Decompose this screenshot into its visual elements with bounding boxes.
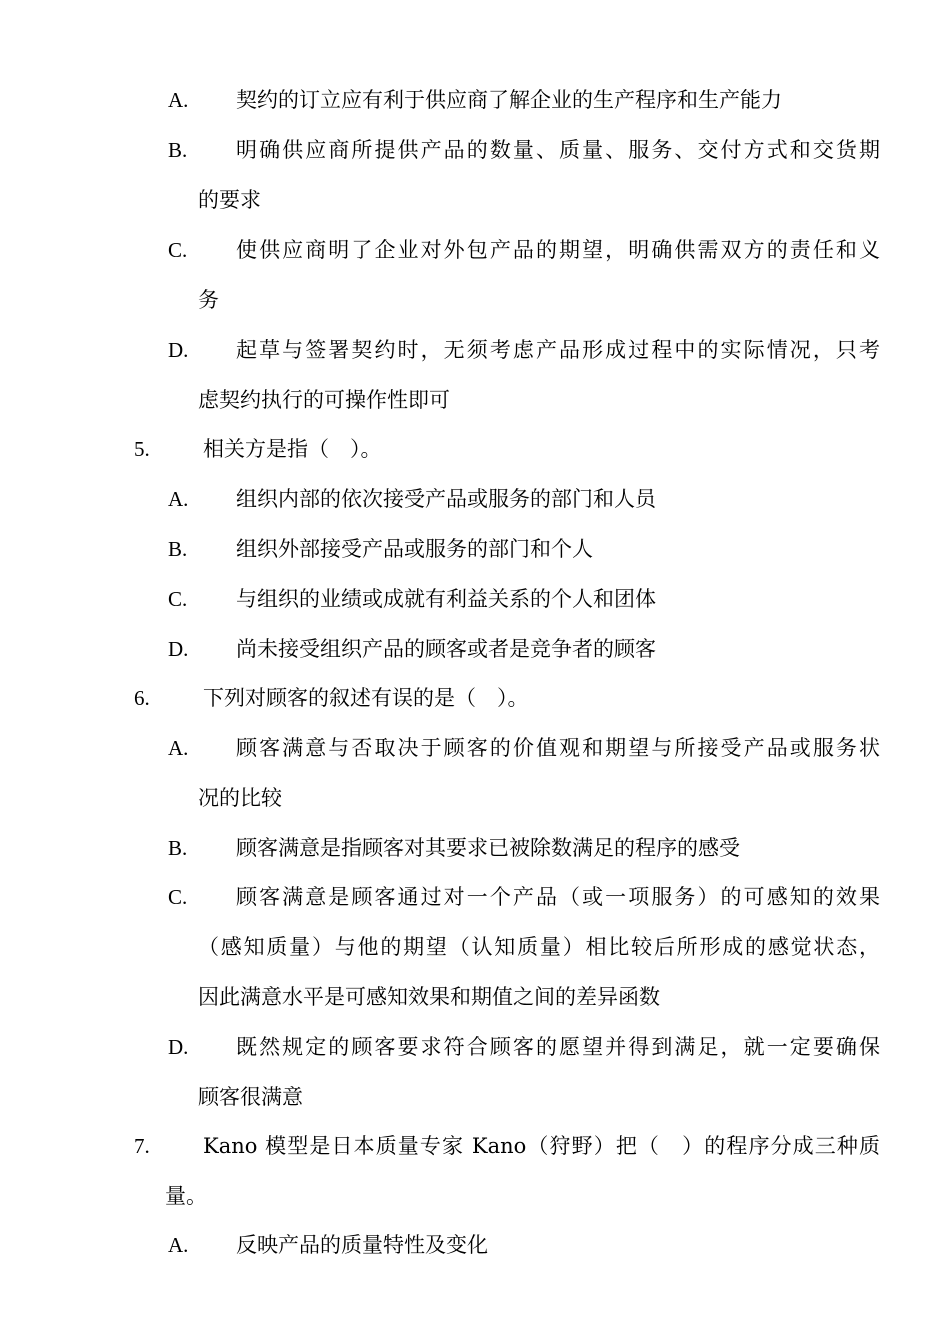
option-letter: B. bbox=[168, 836, 188, 860]
option-text: 明确供应商所提供产品的数量、质量、服务、交付方式和交货期 bbox=[236, 138, 880, 162]
option-text: 尚未接受组织产品的顾客或者是竞争者的顾客 bbox=[236, 637, 656, 661]
option-text-continued: 顾客很满意 bbox=[198, 1085, 303, 1109]
option-text-continued: （感知质量）与他的期望（认知质量）相比较后所形成的感觉状态， bbox=[198, 935, 880, 959]
option-letter: D. bbox=[168, 1035, 189, 1059]
option-letter: C. bbox=[168, 238, 188, 262]
option-letter: D. bbox=[168, 637, 189, 661]
option-text: 既然规定的顾客要求符合顾客的愿望并得到满足，就一定要确保 bbox=[236, 1035, 880, 1059]
question-stem: Kano 模型是日本质量专家 Kano（狩野）把（ ）的程序分成三种质 bbox=[203, 1134, 880, 1158]
option-letter: C. bbox=[168, 885, 188, 909]
option-letter: A. bbox=[168, 88, 189, 112]
question-stem-continued: 量。 bbox=[165, 1184, 207, 1208]
option-text-continued: 虑契约执行的可操作性即可 bbox=[198, 388, 450, 412]
option-letter: B. bbox=[168, 537, 188, 561]
option-letter: D. bbox=[168, 338, 189, 362]
option-text-continued: 务 bbox=[198, 288, 219, 312]
question-stem: 相关方是指（ ）。 bbox=[203, 437, 382, 461]
option-text: 与组织的业绩或成就有利益关系的个人和团体 bbox=[236, 587, 656, 611]
option-text: 契约的订立应有利于供应商了解企业的生产程序和生产能力 bbox=[236, 88, 782, 112]
question-stem: 下列对顾客的叙述有误的是（ ）。 bbox=[203, 686, 529, 710]
option-text: 顾客满意与否取决于顾客的价值观和期望与所接受产品或服务状 bbox=[236, 736, 880, 760]
option-text-continued: 况的比较 bbox=[198, 786, 282, 810]
option-text-continued: 的要求 bbox=[198, 188, 261, 212]
question-number: 5. bbox=[134, 437, 150, 461]
option-text-continued: 因此满意水平是可感知效果和期值之间的差异函数 bbox=[198, 985, 660, 1009]
option-text: 反映产品的质量特性及变化 bbox=[236, 1233, 488, 1257]
option-text: 组织外部接受产品或服务的部门和个人 bbox=[236, 537, 593, 561]
option-text: 顾客满意是指顾客对其要求已被除数满足的程序的感受 bbox=[236, 836, 740, 860]
question-number: 6. bbox=[134, 686, 150, 710]
option-text: 使供应商明了企业对外包产品的期望，明确供需双方的责任和义 bbox=[236, 238, 880, 262]
option-text: 组织内部的依次接受产品或服务的部门和人员 bbox=[236, 487, 656, 511]
option-letter: A. bbox=[168, 1233, 189, 1257]
option-text: 起草与签署契约时，无须考虑产品形成过程中的实际情况，只考 bbox=[236, 338, 880, 362]
option-text: 顾客满意是顾客通过对一个产品（或一项服务）的可感知的效果 bbox=[236, 885, 880, 909]
option-letter: C. bbox=[168, 587, 188, 611]
option-letter: B. bbox=[168, 138, 188, 162]
option-letter: A. bbox=[168, 487, 189, 511]
option-letter: A. bbox=[168, 736, 189, 760]
question-number: 7. bbox=[134, 1134, 150, 1158]
